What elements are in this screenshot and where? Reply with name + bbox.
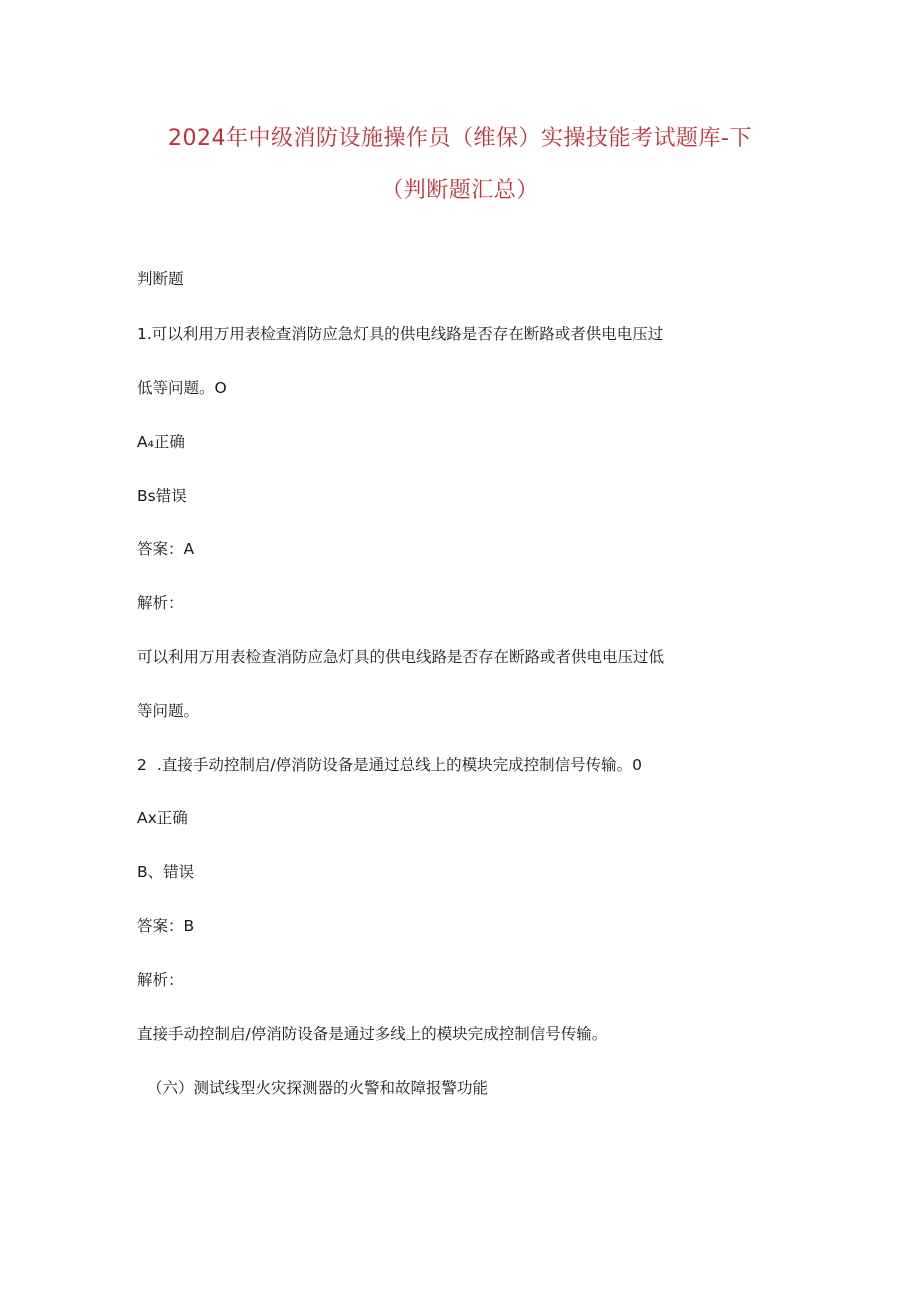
- document-title-line-2: （判断题汇总）: [381, 178, 539, 203]
- question-1-option-a: A₄正确: [137, 433, 185, 451]
- question-1-analysis-line-2: 等问题。: [137, 702, 200, 720]
- question-2-option-b: B、错误: [137, 863, 195, 881]
- question-2-analysis-line-1: 直接手动控制启/停消防设备是通过多线上的模块完成控制信号传输。: [137, 1025, 608, 1043]
- question-2-number: 2: [137, 756, 147, 774]
- section-heading: 判断题: [137, 270, 184, 288]
- question-1-stem-line-1: 1.可以利用万用表检查消防应急灯具的供电线路是否存在断路或者供电电压过: [137, 325, 664, 343]
- question-2-option-a: Ax正确: [137, 809, 188, 827]
- question-2-analysis-label: 解析：: [137, 971, 184, 989]
- question-1-analysis-label: 解析：: [137, 594, 184, 612]
- question-1-stem-line-2: 低等问题。O: [137, 379, 227, 397]
- subsection-heading: （六）测试线型火灾探测器的火警和故障报警功能: [147, 1079, 489, 1097]
- document-title-line-1: 2024年中级消防设施操作员（维保）实操技能考试题库-下: [168, 126, 752, 151]
- question-1-analysis-line-1: 可以利用万用表检查消防应急灯具的供电线路是否存在断路或者供电电压过低: [137, 648, 665, 666]
- question-2-stem: [137, 755, 642, 775]
- question-2-answer: 答案：B: [137, 917, 195, 935]
- question-1-option-b: Bs错误: [137, 487, 187, 505]
- question-1-answer: 答案：A: [137, 540, 195, 558]
- question-2-stem-text: .直接手动控制启/停消防设备是通过总线上的模块完成控制信号传输。0: [157, 756, 643, 774]
